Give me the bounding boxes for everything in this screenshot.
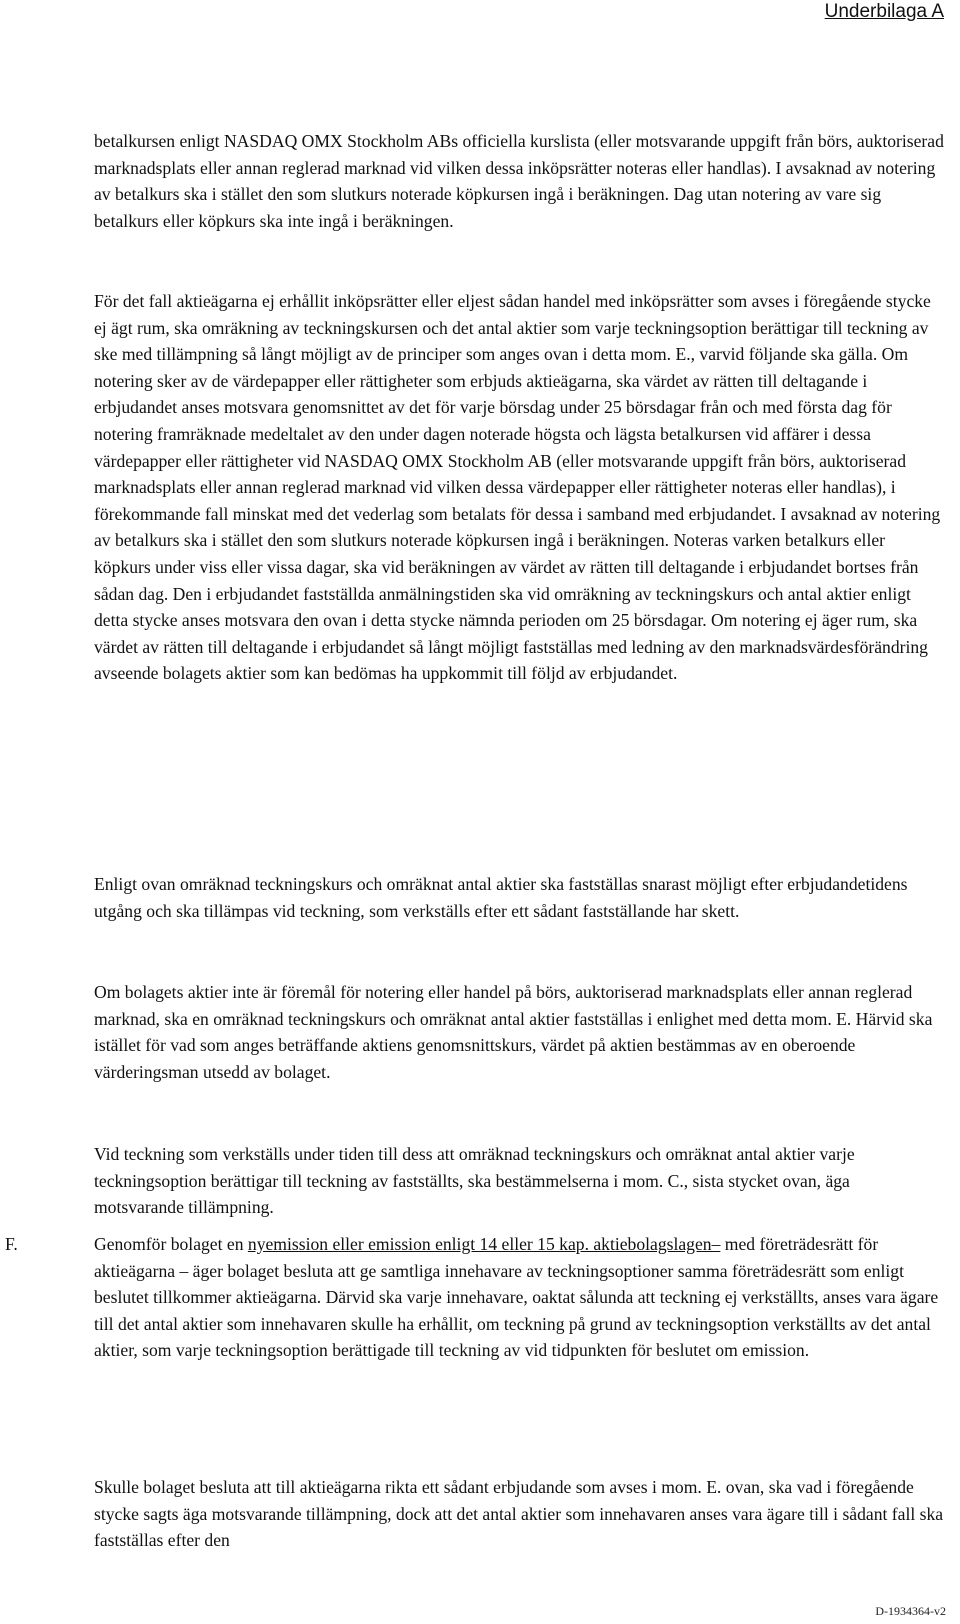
document-id-footer: D-1934364-v2 <box>875 1604 946 1618</box>
section-f-lead: Genomför bolaget en <box>94 1234 244 1254</box>
paragraph-3: Enligt ovan omräknad teckningskurs och omräknat antal aktier ska fastställas snarast möjligt efter erbjudandetidens utgång och ska tillämpas vid teckning, som verkställs efter ett sådant fastställande har skett. <box>94 874 908 921</box>
paragraph-1: betalkursen enligt NASDAQ OMX Stockholm ABs officiella kurslista (eller motsvarande uppgift från börs, auktoriserad marknadsplats eller annan reglerad marknad vid vilken dessa inköpsrätter noteras eller handlas). I avsaknad av notering av betalkurs ska i stället den som slutkurs noterade köpkursen ingå i beräkningen. Dag utan notering av vare sig betalkurs eller köpkurs ska inte ingå i beräkningen. <box>94 131 944 231</box>
paragraph-4: Om bolagets aktier inte är föremål för notering eller handel på börs, auktoriserad marknadsplats eller annan reglerad marknad, ska en omräknad teckningskurs och omräknat antal aktier fastställas i enlighet med detta mom. E. Härvid ska istället för vad som anges beträffande aktiens genomsnittskurs, värdet på aktien bestämmas av en oberoende värderingsman utsedd av bolaget. <box>94 982 933 1082</box>
paragraph-5: Vid teckning som verkställs under tiden till dess att omräknad teckningskurs och omräknat antal aktier varje teckningsoption berättigar till teckning av fastställts, ska bestämmelserna i mom. C., sista stycket ovan, äga motsvarande tillämpning. <box>94 1144 855 1218</box>
paragraph-last: Skulle bolaget besluta att till aktieägarna rikta ett sådant erbjudande som avses i mom. E. ovan, ska vad i föregående stycke sagts äga motsvarande tillämpning, dock att det antal aktier som innehavaren anses vara ägare till i sådant fall ska fastställas efter den <box>94 1477 944 1551</box>
page-header-title: Underbilaga A <box>824 1 944 22</box>
section-f-paragraph <box>94 1231 944 1364</box>
section-f-label: F. <box>5 1234 18 1254</box>
section-f-body: med företrädesrätt för aktieägarna – äger bolaget besluta att ge samtliga innehavare av teckningsoptioner samma företrädesrätt som enligt beslutet tillkommer aktieägarna. Därvid ska varje innehavare, oaktat sålunda att teckning ej verkställts, anses vara ägare till det antal aktier som innehavaren skulle ha erhållit, om teckning på grund av teckningsoption verkställts av det antal aktier, som varje teckningsoption berättigade till teckning av vid tidpunkten för beslutet om emission. <box>94 1234 939 1361</box>
paragraph-2: För det fall aktieägarna ej erhållit inköpsrätter eller eljest sådan handel med inköpsrätter som avses i föregående stycke ej ägt rum, ska omräkning av teckningskursen och det antal aktier som varje teckningsoption berättigar till teckning av ske med tillämpning så långt möjligt av de principer som anges ovan i detta mom. E., varvid följande ska gälla. Om notering sker av de värdepapper eller rättigheter som erbjuds aktieägarna, ska värdet av rätten till deltagande i erbjudandet anses motsvara genomsnittet av det för varje börsdag under 25 börsdagar från och med första dag för notering framräknade medeltalet av den under dagen noterade högsta och lägsta betalkursen vid affärer i dessa värdepapper eller rättigheter vid NASDAQ OMX Stockholm AB (eller motsvarande uppgift från börs, auktoriserad marknadsplats eller annan reglerad marknad vid vilken dessa värdepapper eller rättigheter noteras eller handlas), i förekommande fall minskat med det vederlag som betalats för dessa i samband med erbjudandet. I avsaknad av notering av betalkurs ska i stället den som slutkurs noterade köpkursen ingå i beräkningen. Noteras varken betalkurs eller köpkurs under viss eller vissa dagar, ska vid beräkningen av värdet av rätten till deltagande i erbjudandet bortses från sådan dag. Den i erbjudandet fastställda anmälningstiden ska vid omräkning av teckningskurs och antal aktier enligt detta stycke anses motsvara den ovan i detta stycke nämnda perioden om 25 börsdagar. Om notering ej äger rum, ska värdet av rätten till deltagande i erbjudandet så långt möjligt fastställas med ledning av den marknadsvärdesförändring avseende bolagets aktier som kan bedömas ha uppkommit till följd av erbjudandet. <box>94 291 941 684</box>
section-f-underlined-reference: nyemission eller emission enligt 14 eller 15 kap. aktiebolagslagen– <box>247 1234 721 1254</box>
